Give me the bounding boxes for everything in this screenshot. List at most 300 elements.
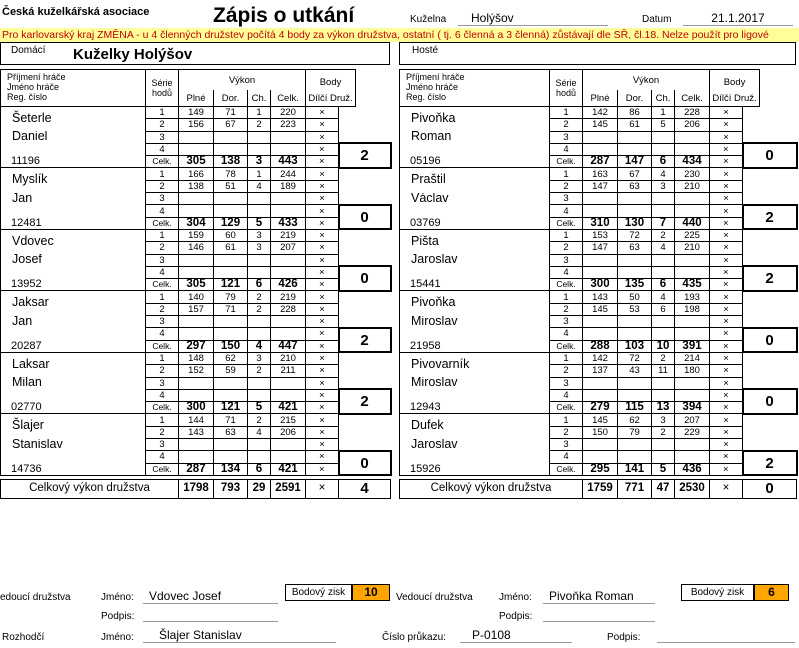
table-row bbox=[1, 217, 391, 229]
table-row bbox=[400, 107, 797, 119]
cross-mark: × bbox=[710, 414, 743, 426]
cross-mark: × bbox=[710, 303, 743, 315]
player-total: 443 bbox=[271, 156, 306, 168]
performance-header: Výkon bbox=[583, 70, 710, 91]
series-value bbox=[618, 451, 652, 463]
player-total: 7 bbox=[652, 217, 675, 229]
team-total: 2591 bbox=[271, 479, 306, 498]
table-row bbox=[400, 168, 797, 180]
series-number: 2 bbox=[550, 303, 583, 315]
series-value bbox=[179, 451, 214, 463]
player-surname: Dufek bbox=[400, 414, 550, 439]
table-row bbox=[1, 168, 391, 180]
series-value bbox=[652, 205, 675, 217]
series-number: 2 bbox=[146, 303, 179, 315]
table-row bbox=[400, 229, 797, 241]
series-value bbox=[248, 439, 271, 451]
cross-mark: × bbox=[710, 168, 743, 180]
series-number: 4 bbox=[146, 266, 179, 278]
series-value: 4 bbox=[248, 426, 271, 438]
series-value bbox=[214, 316, 248, 328]
series-value bbox=[652, 328, 675, 340]
player-points: 0 bbox=[339, 451, 391, 476]
cross-mark: × bbox=[306, 340, 339, 352]
series-value bbox=[652, 439, 675, 451]
home-points-value: 10 bbox=[352, 584, 390, 601]
series-value: 3 bbox=[248, 229, 271, 241]
col-dilci: Dílčí bbox=[308, 92, 328, 104]
series-value: 138 bbox=[179, 180, 214, 192]
player-points: 0 bbox=[743, 143, 797, 168]
series-value bbox=[675, 266, 710, 278]
series-number: 3 bbox=[146, 316, 179, 328]
player-total: 3 bbox=[248, 156, 271, 168]
series-value bbox=[214, 389, 248, 401]
player-points: 2 bbox=[743, 451, 797, 476]
series-value: 210 bbox=[271, 352, 306, 364]
home-score-table bbox=[0, 69, 392, 499]
series-value: 2 bbox=[248, 291, 271, 303]
cross-mark: × bbox=[710, 377, 743, 389]
series-value bbox=[583, 451, 618, 463]
series-value bbox=[618, 439, 652, 451]
series-value: 61 bbox=[618, 119, 652, 131]
cross-mark: × bbox=[710, 316, 743, 328]
page-title: Zápis o utkání bbox=[213, 4, 355, 27]
series-value bbox=[271, 316, 306, 328]
series-value: 166 bbox=[179, 168, 214, 180]
series-number: 3 bbox=[550, 131, 583, 143]
series-value bbox=[618, 377, 652, 389]
series-value: 180 bbox=[675, 365, 710, 377]
player-first-name: Stanislav bbox=[1, 439, 146, 464]
table-row bbox=[400, 463, 797, 475]
series-value bbox=[214, 328, 248, 340]
series-value: 223 bbox=[271, 119, 306, 131]
performance-header: Výkon bbox=[179, 70, 306, 91]
table-row bbox=[1, 402, 391, 414]
player-total: 6 bbox=[248, 279, 271, 291]
series-value: 156 bbox=[179, 119, 214, 131]
cross-mark: × bbox=[710, 439, 743, 451]
series-value: 215 bbox=[271, 414, 306, 426]
player-total: 115 bbox=[618, 402, 652, 414]
table-row bbox=[400, 217, 797, 229]
cross-mark: × bbox=[306, 365, 339, 377]
series-number: 3 bbox=[550, 377, 583, 389]
cross-mark: × bbox=[306, 479, 339, 498]
cross-mark: × bbox=[306, 229, 339, 241]
cross-mark: × bbox=[306, 291, 339, 303]
player-reg-number: 15926 bbox=[400, 463, 550, 475]
series-value: 157 bbox=[179, 303, 214, 315]
series-value bbox=[179, 377, 214, 389]
series-value bbox=[675, 254, 710, 266]
series-number: 1 bbox=[550, 107, 583, 119]
referee-signature-line bbox=[657, 642, 795, 643]
series-number: 3 bbox=[146, 377, 179, 389]
table-row bbox=[1, 463, 391, 475]
series-value: 214 bbox=[675, 352, 710, 364]
series-value bbox=[583, 254, 618, 266]
series-value: 79 bbox=[618, 426, 652, 438]
team-total: 771 bbox=[618, 479, 652, 498]
player-points: 2 bbox=[339, 143, 391, 168]
series-value: 148 bbox=[179, 352, 214, 364]
series-number: 2 bbox=[550, 365, 583, 377]
series-value bbox=[179, 439, 214, 451]
series-value bbox=[271, 193, 306, 205]
series-value bbox=[271, 328, 306, 340]
series-value bbox=[618, 266, 652, 278]
series-number: 2 bbox=[146, 119, 179, 131]
series-value bbox=[652, 254, 675, 266]
series-number: 2 bbox=[146, 180, 179, 192]
table-row bbox=[1, 254, 391, 266]
team-total-label: Celkový výkon družstva bbox=[400, 479, 583, 498]
series-number: 1 bbox=[146, 414, 179, 426]
series-value: 150 bbox=[583, 426, 618, 438]
series-value bbox=[652, 143, 675, 155]
series-value bbox=[652, 131, 675, 143]
player-total: 435 bbox=[675, 279, 710, 291]
series-value bbox=[618, 328, 652, 340]
series-value bbox=[248, 377, 271, 389]
series-value: 43 bbox=[618, 365, 652, 377]
player-first-name: Miroslav bbox=[400, 316, 550, 341]
table-row bbox=[400, 402, 797, 414]
table-row bbox=[1, 291, 391, 303]
player-first-name: Miroslav bbox=[400, 377, 550, 402]
series-value bbox=[248, 389, 271, 401]
series-number: 3 bbox=[550, 316, 583, 328]
cross-mark: × bbox=[710, 254, 743, 266]
series-value bbox=[248, 131, 271, 143]
series-value: 244 bbox=[271, 168, 306, 180]
team-points: 0 bbox=[743, 479, 797, 498]
team-total: 1798 bbox=[179, 479, 214, 498]
series-value: 145 bbox=[583, 119, 618, 131]
series-number: 1 bbox=[146, 229, 179, 241]
series-value bbox=[675, 205, 710, 217]
series-value bbox=[271, 254, 306, 266]
series-value bbox=[675, 193, 710, 205]
away-signature-line bbox=[543, 621, 655, 622]
series-number: 2 bbox=[550, 426, 583, 438]
cross-mark: × bbox=[710, 340, 743, 352]
team-total: 2530 bbox=[675, 479, 710, 498]
total-label: Celk. bbox=[550, 217, 583, 229]
series-value: 11 bbox=[652, 365, 675, 377]
total-label: Celk. bbox=[146, 340, 179, 352]
series-number: 4 bbox=[550, 328, 583, 340]
series-value: 211 bbox=[271, 365, 306, 377]
series-value bbox=[179, 316, 214, 328]
series-number: 4 bbox=[550, 266, 583, 278]
series-value bbox=[271, 266, 306, 278]
away-signature-label: Podpis: bbox=[499, 611, 533, 622]
table-row bbox=[1, 279, 391, 291]
series-value: 1 bbox=[652, 107, 675, 119]
player-total: 391 bbox=[675, 340, 710, 352]
cross-mark: × bbox=[306, 143, 339, 155]
series-number: 1 bbox=[146, 107, 179, 119]
cross-mark: × bbox=[710, 389, 743, 401]
table-row bbox=[1, 107, 391, 119]
player-total: 287 bbox=[179, 463, 214, 475]
series-value: 229 bbox=[675, 426, 710, 438]
player-surname: Praštil bbox=[400, 168, 550, 193]
series-value: 67 bbox=[618, 168, 652, 180]
series-value bbox=[583, 328, 618, 340]
series-number: 3 bbox=[550, 254, 583, 266]
player-total: 394 bbox=[675, 402, 710, 414]
player-total: 6 bbox=[248, 463, 271, 475]
player-total: 103 bbox=[618, 340, 652, 352]
home-signature-label: Podpis: bbox=[101, 611, 135, 622]
player-first-name: Václav bbox=[400, 193, 550, 218]
total-label: Celk. bbox=[146, 156, 179, 168]
col-celk: Celk. bbox=[271, 90, 306, 106]
cross-mark: × bbox=[710, 402, 743, 414]
series-value: 225 bbox=[675, 229, 710, 241]
series-value: 144 bbox=[179, 414, 214, 426]
series-value bbox=[583, 143, 618, 155]
col-ch: Ch. bbox=[652, 90, 675, 106]
home-team-box bbox=[0, 42, 390, 65]
table-row bbox=[400, 131, 797, 143]
table-row bbox=[400, 377, 797, 389]
player-total: 150 bbox=[214, 340, 248, 352]
series-value: 53 bbox=[618, 303, 652, 315]
player-reg-number: 20287 bbox=[1, 340, 146, 352]
player-total: 434 bbox=[675, 156, 710, 168]
series-value bbox=[583, 439, 618, 451]
referee-signature-label: Podpis: bbox=[607, 632, 641, 643]
series-value: 4 bbox=[248, 180, 271, 192]
series-number: 1 bbox=[550, 352, 583, 364]
series-value bbox=[675, 131, 710, 143]
total-label: Celk. bbox=[146, 279, 179, 291]
home-team-name: Kuželky Holýšov bbox=[73, 46, 193, 63]
series-number: 4 bbox=[550, 451, 583, 463]
series-value bbox=[214, 131, 248, 143]
player-reg-number: 13952 bbox=[1, 279, 146, 291]
cross-mark: × bbox=[710, 180, 743, 192]
series-value bbox=[179, 328, 214, 340]
series-value bbox=[618, 193, 652, 205]
team-total-label: Celkový výkon družstva bbox=[1, 479, 179, 498]
series-value bbox=[214, 377, 248, 389]
team-total: 47 bbox=[652, 479, 675, 498]
series-value: 79 bbox=[214, 291, 248, 303]
table-row bbox=[1, 340, 391, 352]
series-value: 3 bbox=[248, 352, 271, 364]
col-celk: Celk. bbox=[675, 90, 710, 106]
player-first-name: Jaroslav bbox=[400, 254, 550, 279]
cross-mark: × bbox=[306, 119, 339, 131]
series-value: 228 bbox=[271, 303, 306, 315]
player-surname: Jaksar bbox=[1, 291, 146, 316]
series-value bbox=[618, 316, 652, 328]
cross-mark: × bbox=[710, 352, 743, 364]
home-captain-label: edoucí družstva bbox=[0, 592, 71, 603]
series-value: 145 bbox=[583, 303, 618, 315]
table-row bbox=[400, 316, 797, 328]
notice-banner: Pro karlovarský kraj ZMĚNA - u 4 členných družstev počítá 4 body za výkon družstva, ostatní ( tj. 6 členná a 3 členná) zůstávají dle SŘ, čl.18. Nelze použít pro ligové bbox=[0, 28, 799, 42]
col-ch: Ch. bbox=[248, 90, 271, 106]
player-reg-number: 05196 bbox=[400, 156, 550, 168]
player-surname: Pivoňka bbox=[400, 107, 550, 132]
series-value: 207 bbox=[675, 414, 710, 426]
cross-mark: × bbox=[306, 254, 339, 266]
cross-mark: × bbox=[306, 193, 339, 205]
player-total: 288 bbox=[583, 340, 618, 352]
series-value bbox=[652, 193, 675, 205]
series-value bbox=[271, 143, 306, 155]
card-number-label: Číslo průkazu: bbox=[382, 632, 446, 643]
series-value bbox=[248, 328, 271, 340]
player-points: 2 bbox=[743, 205, 797, 230]
series-value: 60 bbox=[214, 229, 248, 241]
series-value bbox=[248, 193, 271, 205]
cross-mark: × bbox=[306, 377, 339, 389]
series-value: 4 bbox=[652, 291, 675, 303]
player-total: 138 bbox=[214, 156, 248, 168]
series-value: 63 bbox=[618, 242, 652, 254]
series-value bbox=[248, 451, 271, 463]
referee-name: Šlajer Stanislav bbox=[143, 628, 336, 643]
series-value: 147 bbox=[583, 242, 618, 254]
series-value bbox=[214, 451, 248, 463]
series-value: 198 bbox=[675, 303, 710, 315]
series-value bbox=[652, 389, 675, 401]
series-number: 2 bbox=[550, 242, 583, 254]
series-number: 3 bbox=[146, 439, 179, 451]
series-value: 228 bbox=[675, 107, 710, 119]
series-value: 61 bbox=[214, 242, 248, 254]
series-value: 63 bbox=[214, 426, 248, 438]
player-total: 5 bbox=[248, 402, 271, 414]
series-value bbox=[214, 439, 248, 451]
cross-mark: × bbox=[306, 180, 339, 192]
total-label: Celk. bbox=[550, 463, 583, 475]
table-row bbox=[1, 352, 391, 364]
series-value: 71 bbox=[214, 303, 248, 315]
player-total: 304 bbox=[179, 217, 214, 229]
player-reg-number: 12481 bbox=[1, 217, 146, 229]
series-value bbox=[618, 131, 652, 143]
player-total: 10 bbox=[652, 340, 675, 352]
series-value: 230 bbox=[675, 168, 710, 180]
series-number: 4 bbox=[146, 205, 179, 217]
cross-mark: × bbox=[306, 168, 339, 180]
series-value: 219 bbox=[271, 291, 306, 303]
series-value bbox=[675, 451, 710, 463]
player-total: 13 bbox=[652, 402, 675, 414]
table-row bbox=[1, 156, 391, 168]
team-total: 1759 bbox=[583, 479, 618, 498]
player-total: 297 bbox=[179, 340, 214, 352]
series-number: 4 bbox=[146, 451, 179, 463]
cross-mark: × bbox=[306, 426, 339, 438]
series-value bbox=[675, 328, 710, 340]
cross-mark: × bbox=[710, 143, 743, 155]
series-value bbox=[179, 193, 214, 205]
series-value bbox=[652, 451, 675, 463]
team-total-row bbox=[1, 479, 391, 498]
player-total: 6 bbox=[652, 156, 675, 168]
series-value: 1 bbox=[248, 107, 271, 119]
series-value bbox=[652, 266, 675, 278]
player-total: 310 bbox=[583, 217, 618, 229]
series-value: 59 bbox=[214, 365, 248, 377]
series-value bbox=[618, 205, 652, 217]
cross-mark: × bbox=[710, 107, 743, 119]
series-value: 143 bbox=[583, 291, 618, 303]
series-number: 4 bbox=[550, 143, 583, 155]
cross-mark: × bbox=[710, 131, 743, 143]
series-value bbox=[179, 131, 214, 143]
player-total: 6 bbox=[652, 279, 675, 291]
player-total: 447 bbox=[271, 340, 306, 352]
series-value: 2 bbox=[248, 119, 271, 131]
cross-mark: × bbox=[306, 316, 339, 328]
player-points: 2 bbox=[339, 328, 391, 353]
cross-mark: × bbox=[710, 229, 743, 241]
col-druz: Druž. bbox=[734, 92, 757, 104]
home-points-label: Bodový zisk bbox=[285, 584, 352, 601]
series-value: 3 bbox=[652, 180, 675, 192]
association-name: Česká kuželkářská asociace bbox=[2, 6, 150, 18]
total-label: Celk. bbox=[550, 279, 583, 291]
table-row bbox=[400, 254, 797, 266]
series-value: 86 bbox=[618, 107, 652, 119]
series-value: 62 bbox=[618, 414, 652, 426]
cross-mark: × bbox=[306, 156, 339, 168]
series-value: 219 bbox=[271, 229, 306, 241]
series-number: 4 bbox=[146, 389, 179, 401]
table-row bbox=[400, 193, 797, 205]
away-captain-label: Vedoucí družstva bbox=[396, 592, 473, 603]
series-number: 1 bbox=[146, 352, 179, 364]
series-value bbox=[271, 451, 306, 463]
series-value bbox=[248, 205, 271, 217]
series-value bbox=[583, 131, 618, 143]
table-row bbox=[1, 377, 391, 389]
team-points: 4 bbox=[339, 479, 391, 498]
series-value bbox=[675, 143, 710, 155]
series-value: 71 bbox=[214, 107, 248, 119]
player-surname: Laksar bbox=[1, 352, 146, 377]
away-team-box bbox=[399, 42, 796, 65]
series-value: 2 bbox=[652, 426, 675, 438]
series-value bbox=[583, 193, 618, 205]
cross-mark: × bbox=[306, 389, 339, 401]
away-captain-name-label: Jméno: bbox=[499, 592, 532, 603]
series-value: 63 bbox=[618, 180, 652, 192]
total-label: Celk. bbox=[146, 463, 179, 475]
player-first-name: Jan bbox=[1, 193, 146, 218]
lane-label: Kuželna bbox=[410, 14, 447, 25]
cross-mark: × bbox=[306, 279, 339, 291]
series-header: Série hodů bbox=[146, 70, 179, 107]
series-number: 3 bbox=[146, 193, 179, 205]
series-value bbox=[248, 254, 271, 266]
series-value bbox=[583, 389, 618, 401]
series-value: 193 bbox=[675, 291, 710, 303]
cross-mark: × bbox=[306, 463, 339, 475]
